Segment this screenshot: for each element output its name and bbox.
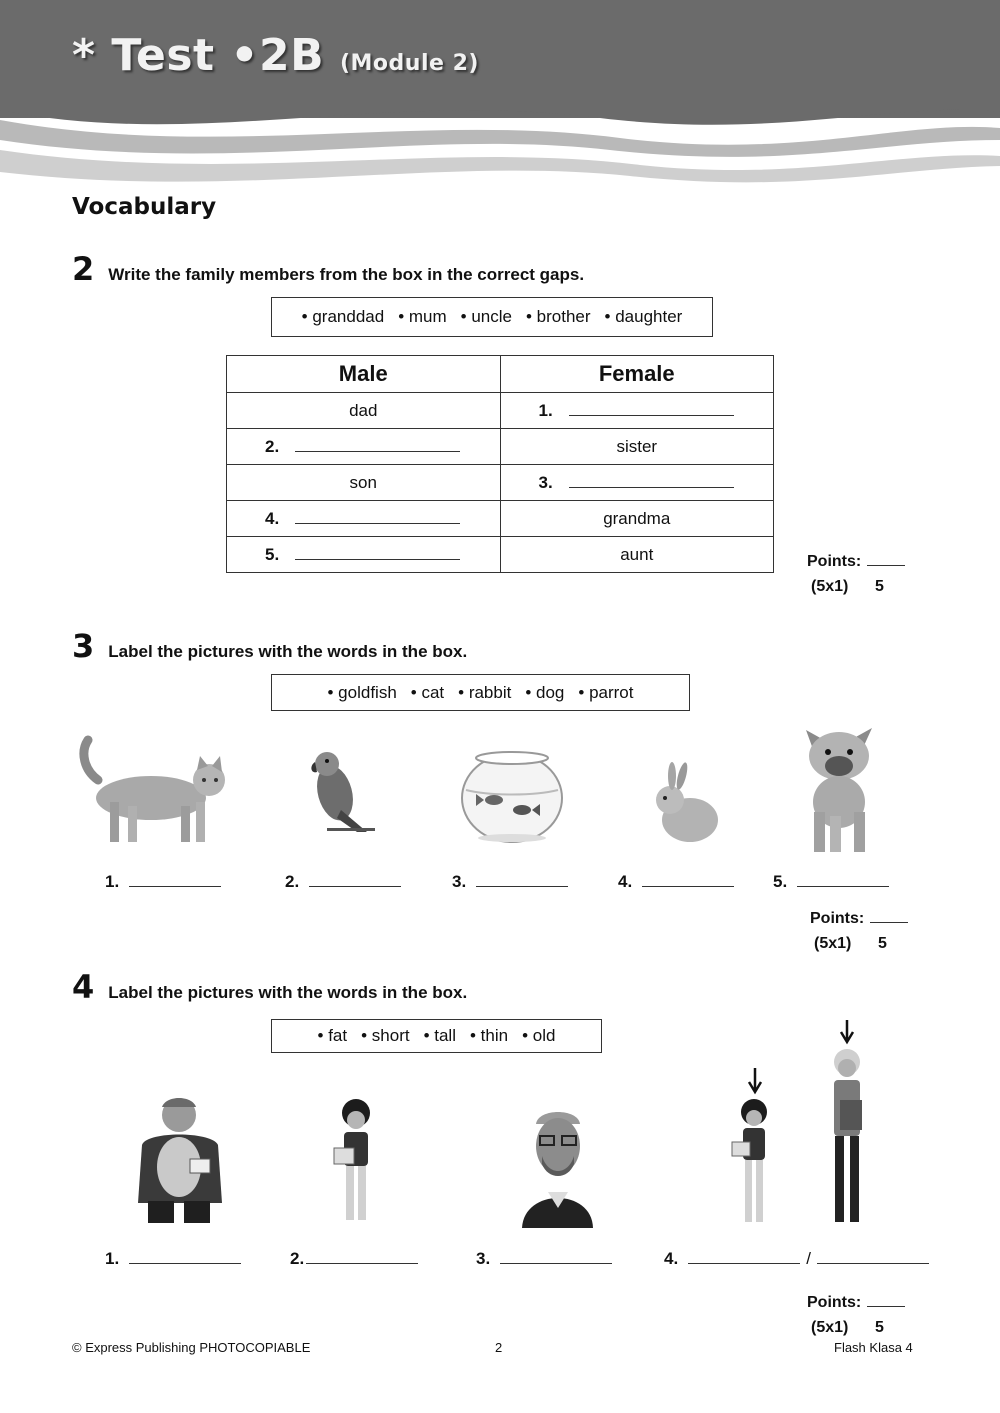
table-row bbox=[227, 465, 774, 501]
parrot-icon bbox=[305, 748, 375, 836]
label-number: 3. bbox=[452, 872, 467, 891]
word-box-item: • rabbit bbox=[458, 682, 512, 702]
table-row bbox=[227, 429, 774, 465]
answer-gap-4[interactable] bbox=[227, 501, 501, 537]
label-number: 2. bbox=[285, 872, 300, 891]
picture-label-2[interactable] bbox=[290, 1249, 418, 1269]
answer-line[interactable] bbox=[306, 1249, 418, 1264]
label-number: 3. bbox=[476, 1249, 491, 1268]
word-box-item: • fat bbox=[317, 1026, 348, 1045]
short-and-tall-boys-icon bbox=[720, 1020, 875, 1228]
picture-label-5[interactable] bbox=[773, 872, 889, 892]
task3-word-box bbox=[271, 674, 690, 711]
picture-label-1[interactable] bbox=[105, 872, 221, 892]
table-cell: aunt bbox=[500, 537, 774, 573]
gap-number: 5. bbox=[265, 544, 280, 564]
task4-instruction: Label the pictures with the words in the box. bbox=[108, 983, 468, 1002]
footer-copyright: © Express Publishing PHOTOCOPIABLE bbox=[72, 1340, 311, 1355]
points-total: 5 bbox=[875, 578, 884, 595]
page-title bbox=[72, 30, 479, 81]
gap-line[interactable] bbox=[295, 545, 460, 560]
word-box-item: • tall bbox=[423, 1026, 456, 1045]
answer-line[interactable] bbox=[817, 1249, 929, 1264]
word-box-item: • brother bbox=[525, 307, 591, 326]
dog-icon bbox=[792, 720, 887, 855]
points-blank[interactable] bbox=[870, 908, 908, 923]
answer-line[interactable] bbox=[309, 872, 401, 887]
answer-line[interactable] bbox=[500, 1249, 612, 1264]
gap-number: 2. bbox=[265, 436, 280, 456]
points-formula: (5x1) bbox=[814, 935, 852, 952]
footer-page-number: 2 bbox=[495, 1340, 503, 1355]
word-box-item: • short bbox=[361, 1026, 410, 1045]
points-label: Points: bbox=[807, 553, 862, 570]
task4-number: 4 bbox=[72, 968, 95, 1006]
word-box-item: • dog bbox=[525, 682, 565, 702]
title-text: * Test •2B bbox=[72, 30, 325, 81]
points-blank[interactable] bbox=[867, 1292, 905, 1307]
cat-icon bbox=[76, 730, 231, 850]
gap-line[interactable] bbox=[295, 437, 460, 452]
points-formula: (5x1) bbox=[811, 578, 849, 595]
footer-book-title: Flash Klasa 4 bbox=[834, 1340, 913, 1355]
answer-gap-5[interactable] bbox=[227, 537, 501, 573]
table-header-row bbox=[227, 356, 774, 393]
label-number: 4. bbox=[664, 1249, 679, 1268]
word-box-item: • goldfish bbox=[327, 682, 397, 702]
task2-instruction: Write the family members from the box in the correct gaps. bbox=[108, 265, 585, 284]
table-cell: grandma bbox=[500, 501, 774, 537]
task3-points bbox=[810, 906, 908, 956]
word-box-item: • daughter bbox=[604, 307, 683, 326]
title-subtitle: (Module 2) bbox=[339, 51, 479, 76]
answer-line[interactable] bbox=[129, 872, 221, 887]
task2-word-box bbox=[271, 297, 713, 337]
gap-line[interactable] bbox=[569, 473, 734, 488]
answer-gap-2[interactable] bbox=[227, 429, 501, 465]
gap-line[interactable] bbox=[295, 509, 460, 524]
word-box-item: • mum bbox=[398, 307, 447, 326]
answer-separator: / bbox=[806, 1249, 811, 1268]
task2-points bbox=[807, 549, 905, 599]
task4-word-box bbox=[271, 1019, 602, 1053]
label-number: 5. bbox=[773, 872, 788, 891]
word-box-item: • uncle bbox=[460, 307, 512, 326]
gap-number: 4. bbox=[265, 508, 280, 528]
points-blank[interactable] bbox=[867, 551, 905, 566]
label-number: 2. bbox=[290, 1249, 305, 1268]
label-number: 1. bbox=[105, 1249, 120, 1268]
table-cell: son bbox=[227, 465, 501, 501]
short-boy-icon bbox=[330, 1098, 380, 1226]
picture-label-3[interactable] bbox=[476, 1249, 612, 1269]
picture-label-3[interactable] bbox=[452, 872, 568, 892]
task3-instruction: Label the pictures with the words in the box. bbox=[108, 642, 468, 661]
gap-line[interactable] bbox=[569, 401, 734, 416]
table-row bbox=[227, 393, 774, 429]
label-number: 1. bbox=[105, 872, 120, 891]
word-box-item: • parrot bbox=[578, 682, 634, 702]
rabbit-icon bbox=[650, 762, 722, 844]
column-header-female: Female bbox=[500, 356, 774, 393]
label-number: 4. bbox=[618, 872, 633, 891]
gap-number: 1. bbox=[538, 400, 553, 420]
answer-gap-1[interactable] bbox=[500, 393, 774, 429]
task2-number: 2 bbox=[72, 250, 95, 288]
task2-heading bbox=[72, 250, 584, 288]
word-box-item: • cat bbox=[410, 682, 445, 702]
goldfish-bowl-icon bbox=[460, 750, 565, 846]
picture-label-4[interactable] bbox=[618, 872, 734, 892]
task3-heading bbox=[72, 627, 467, 665]
old-man-icon bbox=[520, 1106, 595, 1228]
table-row bbox=[227, 501, 774, 537]
task4-points bbox=[807, 1290, 905, 1340]
section-heading: Vocabulary bbox=[72, 194, 217, 220]
answer-gap-3[interactable] bbox=[500, 465, 774, 501]
picture-label-1[interactable] bbox=[105, 1249, 241, 1269]
points-label: Points: bbox=[810, 910, 865, 927]
points-total: 5 bbox=[875, 1319, 884, 1336]
points-formula: (5x1) bbox=[811, 1319, 849, 1336]
answer-line[interactable] bbox=[129, 1249, 241, 1264]
word-box-item: • granddad bbox=[301, 307, 385, 326]
picture-label-2[interactable] bbox=[285, 872, 401, 892]
table-row bbox=[227, 537, 774, 573]
table-cell: sister bbox=[500, 429, 774, 465]
task4-heading bbox=[72, 968, 467, 1006]
answer-line[interactable] bbox=[642, 872, 734, 887]
gap-number: 3. bbox=[538, 472, 553, 492]
table-cell: dad bbox=[227, 393, 501, 429]
family-table bbox=[226, 355, 774, 573]
fat-boy-icon bbox=[132, 1095, 227, 1227]
points-label: Points: bbox=[807, 1294, 862, 1311]
points-total: 5 bbox=[878, 935, 887, 952]
task3-number: 3 bbox=[72, 627, 95, 665]
answer-line[interactable] bbox=[476, 872, 568, 887]
picture-label-4[interactable] bbox=[664, 1249, 929, 1269]
word-box-item: • old bbox=[522, 1026, 556, 1045]
column-header-male: Male bbox=[227, 356, 501, 393]
answer-line[interactable] bbox=[797, 872, 889, 887]
answer-line[interactable] bbox=[688, 1249, 800, 1264]
word-box-item: • thin bbox=[469, 1026, 509, 1045]
